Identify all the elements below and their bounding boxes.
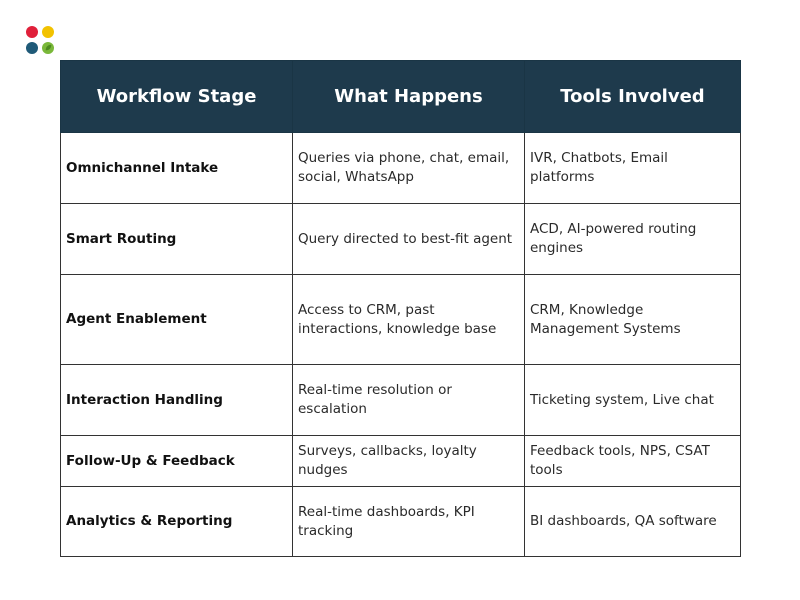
logo-dot-blue bbox=[26, 42, 38, 54]
table-row bbox=[61, 365, 741, 436]
tools-cell: ACD, AI-powered routing engines bbox=[525, 204, 741, 275]
logo-dot-yellow bbox=[42, 26, 54, 38]
tools-cell: IVR, Chatbots, Email platforms bbox=[525, 133, 741, 204]
table-header-row bbox=[61, 61, 741, 133]
tools-cell: Ticketing system, Live chat bbox=[525, 365, 741, 436]
tools-cell: BI dashboards, QA software bbox=[525, 487, 741, 557]
header-workflow-stage: Workflow Stage bbox=[61, 61, 293, 133]
workflow-table bbox=[60, 60, 741, 557]
header-what-happens: What Happens bbox=[293, 61, 525, 133]
header-tools-involved: Tools Involved bbox=[525, 61, 741, 133]
table-row bbox=[61, 204, 741, 275]
tools-cell: CRM, Knowledge Management Systems bbox=[525, 275, 741, 365]
happens-cell: Query directed to best-fit agent bbox=[293, 204, 525, 275]
stage-cell: Analytics & Reporting bbox=[61, 487, 293, 557]
happens-cell: Access to CRM, past interactions, knowledge base bbox=[293, 275, 525, 365]
table-row bbox=[61, 487, 741, 557]
leaf-icon bbox=[45, 44, 52, 51]
happens-cell: Queries via phone, chat, email, social, WhatsApp bbox=[293, 133, 525, 204]
stage-cell: Agent Enablement bbox=[61, 275, 293, 365]
tools-cell: Feedback tools, NPS, CSAT tools bbox=[525, 436, 741, 487]
stage-cell: Interaction Handling bbox=[61, 365, 293, 436]
table-row bbox=[61, 436, 741, 487]
logo-dot-red bbox=[26, 26, 38, 38]
happens-cell: Real-time resolution or escalation bbox=[293, 365, 525, 436]
table-row bbox=[61, 275, 741, 365]
happens-cell: Real-time dashboards, KPI tracking bbox=[293, 487, 525, 557]
stage-cell: Follow-Up & Feedback bbox=[61, 436, 293, 487]
stage-cell: Smart Routing bbox=[61, 204, 293, 275]
brand-logo bbox=[26, 26, 56, 56]
table-row bbox=[61, 133, 741, 204]
happens-cell: Surveys, callbacks, loyalty nudges bbox=[293, 436, 525, 487]
stage-cell: Omnichannel Intake bbox=[61, 133, 293, 204]
